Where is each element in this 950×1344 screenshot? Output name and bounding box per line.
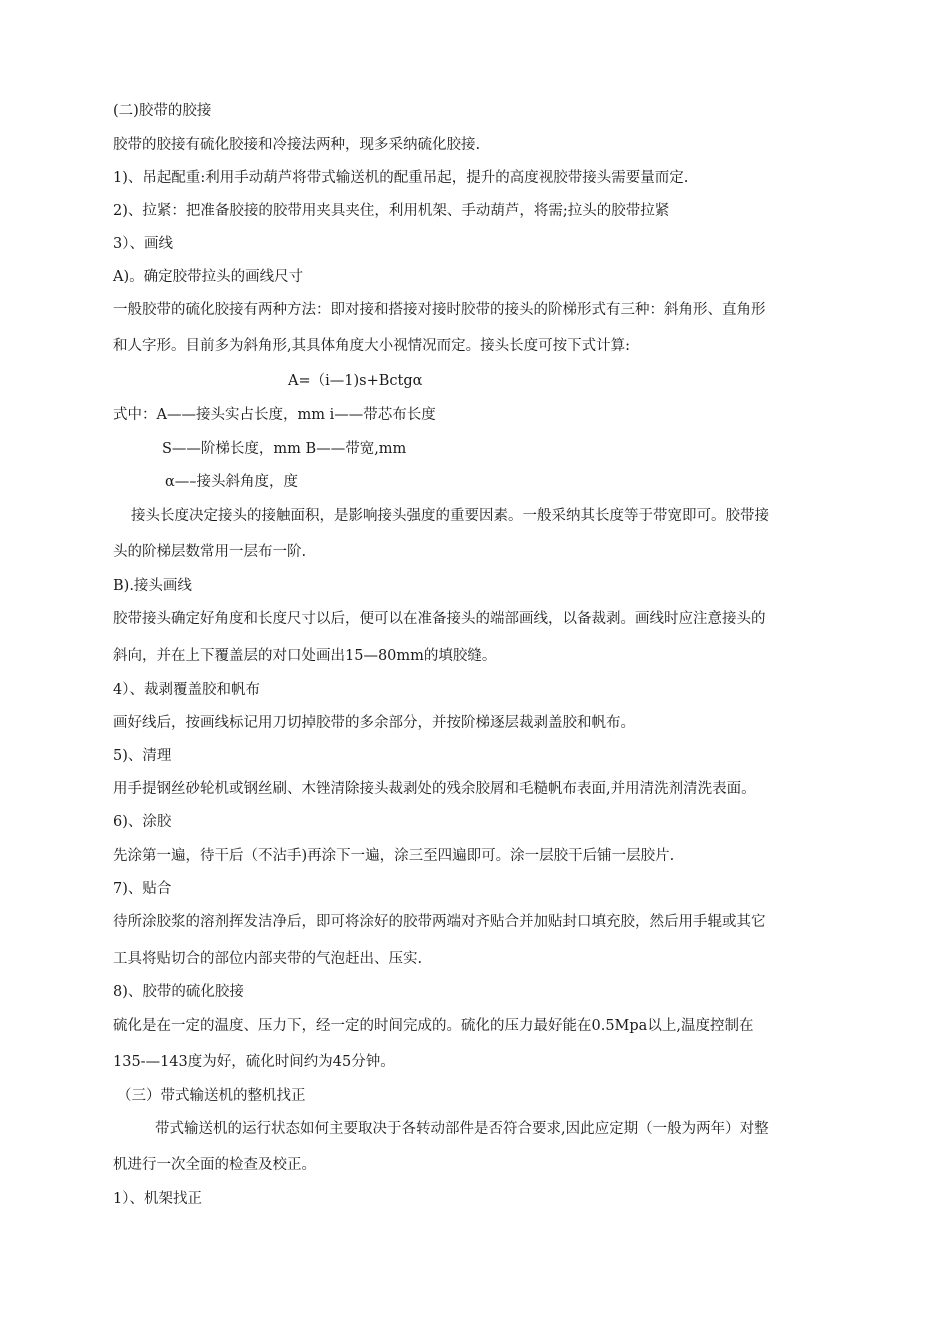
sub-heading-b: B).接头画线 — [113, 578, 192, 594]
step-heading-6: 6)、涂胶 — [113, 814, 172, 830]
paragraph-line: 画好线后，按画线标记用刀切掉胶带的多余部分，并按阶梯逐层裁剥盖胶和帆布。 — [113, 715, 635, 731]
step-heading-2: 2)、拉紧：把准备胶接的胶带用夹具夹住，利用机架、手动葫芦，将需;拉头的胶带拉紧 — [113, 203, 670, 219]
step-heading-1: 1)、吊起配重:利用手动葫芦将带式输送机的配重吊起，提升的高度视胶带接头需要量而定. — [113, 170, 689, 186]
paragraph-line: 一般胶带的硫化胶接有两种方法：即对接和搭接对接时胶带的接头的阶梯形式有三种：斜角形、直角形 — [113, 302, 766, 318]
paragraph-line: 用手提钢丝砂轮机或钢丝刷、木锉清除接头裁剥处的残余胶屑和毛糙帆布表面,并用清洗剂清洗表面。 — [113, 781, 756, 797]
formula-legend-line: α—–接头斜角度，度 — [165, 474, 299, 490]
section-heading-belt-splicing: (二)胶带的胶接 — [113, 103, 212, 119]
step-heading-7: 7)、贴合 — [113, 881, 172, 897]
paragraph-line: 135-—143度为好，硫化时间约为45分钟。 — [113, 1054, 395, 1070]
section-heading-alignment: （三）带式输送机的整机找正 — [117, 1088, 306, 1104]
formula-legend-line: S——阶梯长度，mm B——带宽,mm — [162, 441, 407, 457]
paragraph-line: 先涂第一遍，待干后（不沾手)再涂下一遍，涂三至四遍即可。涂一层胶干后铺一层胶片. — [113, 848, 675, 864]
paragraph-line: 待所涂胶浆的溶剂挥发洁净后，即可将涂好的胶带两端对齐贴合并加贴封口填充胶，然后用手辊或其它 — [113, 914, 766, 930]
step-heading-frame-alignment: 1）、机架找正 — [113, 1191, 202, 1207]
step-heading-3: 3）、画线 — [113, 236, 173, 252]
paragraph-line: 硫化是在一定的温度、压力下，经一定的时间完成的。硫化的压力最好能在0.5Mpa以上,温度控制在 — [113, 1018, 754, 1034]
step-heading-4: 4）、裁剥覆盖胶和帆布 — [113, 682, 260, 698]
formula: A=（i—1)s+Bctgα — [288, 373, 423, 389]
formula-legend-line: 式中：A——接头实占长度，mm i——带芯布长度 — [113, 407, 436, 423]
paragraph-line: 机进行一次全面的检查及校正。 — [113, 1157, 316, 1173]
paragraph-line: 头的阶梯层数常用一层布一阶. — [113, 544, 307, 560]
sub-heading-a: A)。确定胶带拉头的画线尺寸 — [113, 269, 304, 285]
step-heading-5: 5)、清理 — [113, 748, 172, 764]
paragraph-line: 接头长度决定接头的接触面积，是影响接头强度的重要因素。一般采纳其长度等于带宽即可。胶带接 — [131, 508, 769, 524]
paragraph-line: 带式输送机的运行状态如何主要取决于各转动部件是否符合要求,因此应定期（一般为两年）对整 — [155, 1121, 769, 1137]
paragraph-line: 斜向，并在上下覆盖层的对口处画出15—80mm的填胶缝。 — [113, 648, 497, 664]
paragraph-line: 工具将贴切合的部位内部夹带的气泡赶出、压实. — [113, 951, 423, 967]
paragraph-line: 胶带接头确定好角度和长度尺寸以后，便可以在准备接头的端部画线，以备裁剥。画线时应注意接头的 — [113, 611, 766, 627]
paragraph-line: 和人字形。目前多为斜角形,其具体角度大小视情况而定。接头长度可按下式计算: — [113, 338, 630, 354]
step-heading-8: 8)、胶带的硫化胶接 — [113, 984, 244, 1000]
paragraph-line: 胶带的胶接有硫化胶接和冷接法两种，现多采纳硫化胶接. — [113, 137, 481, 153]
